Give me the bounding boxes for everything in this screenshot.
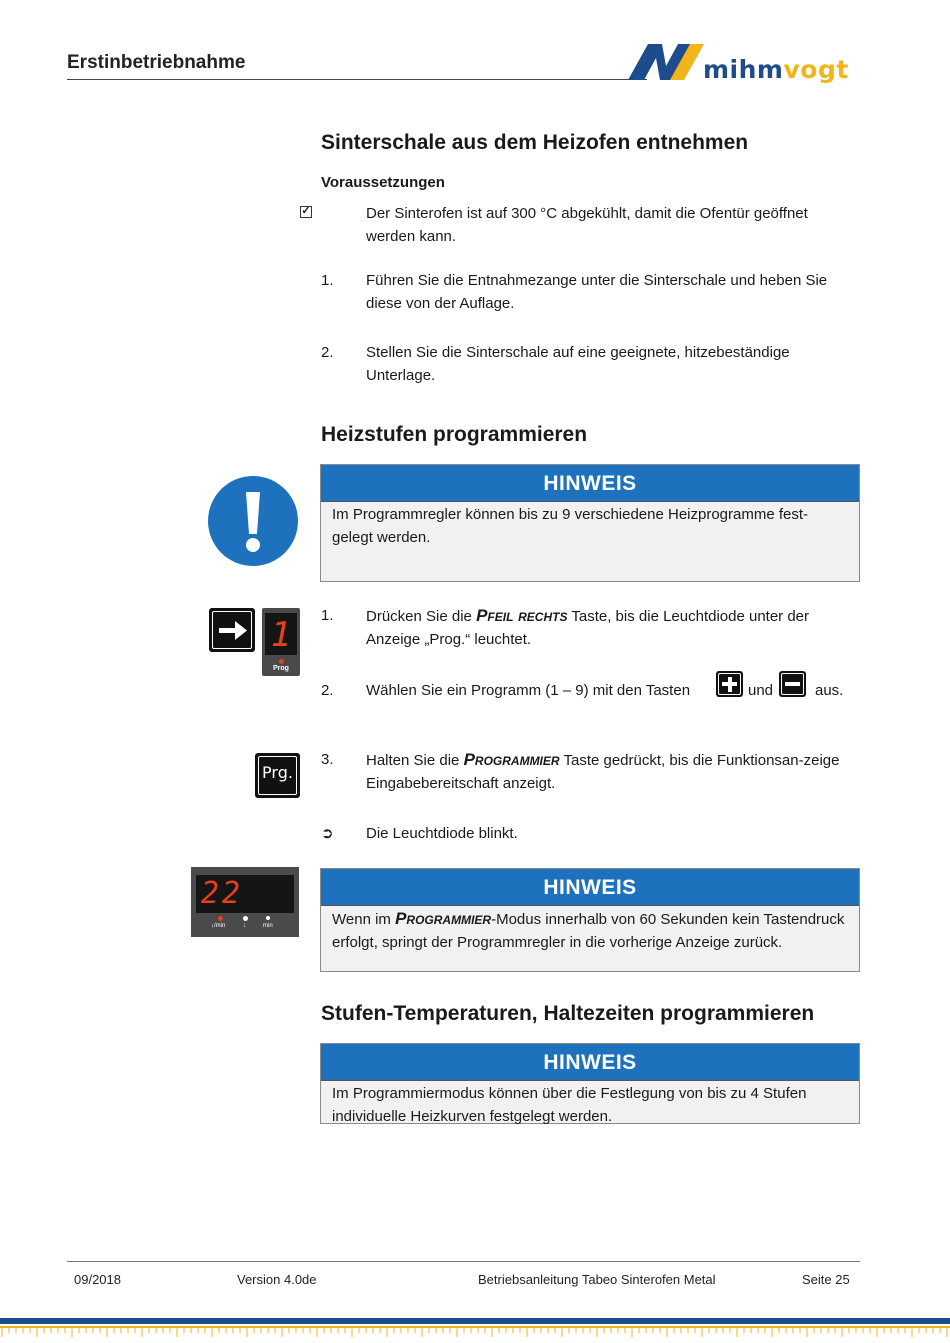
- notice-box: [320, 464, 860, 582]
- key-name-arrow-right: Pfeil rechts: [476, 606, 568, 625]
- section-title-heating-stages: Heizstufen programmieren: [321, 423, 588, 446]
- footer-date: 09/2018: [74, 1272, 121, 1287]
- step-text: Wählen Sie ein Programm (1 – 9) mit den Tasten: [366, 682, 691, 699]
- step-number: 2.: [321, 344, 334, 361]
- notice-box: [320, 868, 860, 972]
- page-header-title: Erstinbetriebnahme: [67, 52, 246, 73]
- step-number: 3.: [321, 751, 334, 768]
- step-text: Drücken Sie die Pfeil rechts Taste, bis die Leuchtdiode unter der Anzeige „Prog.“ leuchtet.: [366, 606, 810, 648]
- notice-box: [320, 1043, 860, 1124]
- step-number: 1.: [321, 272, 334, 289]
- section-title-remove-tray: Sinterschale aus dem Heizofen entnehmen: [321, 131, 749, 154]
- footer-version: Version 4.0de: [237, 1272, 317, 1287]
- step-number: 2.: [321, 682, 334, 699]
- and-word: und: [748, 682, 774, 699]
- footer-document-title: Betriebsanleitung Tabeo Sinterofen Metal: [478, 1272, 716, 1287]
- notice-heading: HINWEIS: [321, 1044, 859, 1081]
- result-arrow-icon: ➲: [321, 825, 334, 842]
- led-indicator-white: [243, 916, 248, 921]
- notice-text: Im Programmregler können bis zu 9 verschiedene Heizprogramme fest-gelegt werden.: [332, 506, 809, 546]
- program-display-panel: [262, 608, 300, 676]
- step-text: Halten Sie die Programmier Taste gedrückt, bis die Funktionsan-zeige Eingabebereitschaft anzeigt.: [366, 750, 840, 792]
- logo-wordmark: mihmvogt: [703, 55, 849, 84]
- header-rule: [67, 79, 647, 80]
- program-key-icon: [255, 753, 300, 798]
- notice-text: Wenn im Programmier-Modus innerhalb von 60 Sekunden kein Tastendruck erfolgt, springt der Programmregler in die vorherige Anzeige zurück.: [332, 909, 845, 951]
- result-text: Die Leuchtdiode blinkt.: [366, 825, 518, 842]
- footer-blue-band: [0, 1318, 950, 1324]
- key-name-programmier: Programmier: [463, 750, 560, 769]
- controller-display-panel: [191, 867, 299, 937]
- down-label: ↓: [243, 923, 246, 929]
- arrow-right-key-icon: [209, 608, 255, 652]
- key-name-programmier: Programmier: [395, 909, 492, 928]
- step-text: Führen Sie die Entnahmezange unter die Sinterschale und heben Sie diese von der Auflage.: [366, 272, 828, 312]
- notice-heading: HINWEIS: [321, 869, 859, 906]
- footer-page-number: Seite 25: [802, 1272, 850, 1287]
- notice-text: Im Programmiermodus können über die Festlegung von bis zu 4 Stufen individuelle Heizkurven festgelegt werden.: [332, 1085, 807, 1125]
- prog-label: Prog: [273, 665, 289, 672]
- step-text: Stellen Sie die Sinterschale auf eine geeignete, hitzebeständige Unterlage.: [366, 344, 790, 384]
- controller-display-digits: 22: [201, 876, 244, 911]
- led-indicator-white: [266, 916, 270, 920]
- notice-heading: HINWEIS: [321, 465, 859, 502]
- program-display-digit: 1: [270, 615, 292, 655]
- prerequisite-text: Der Sinterofen ist auf 300 °C abgekühlt, damit die Ofentür geöffnet werden kann.: [366, 205, 808, 245]
- plus-key-icon: [716, 671, 743, 697]
- exclamation-warning-icon: [208, 476, 298, 566]
- footer-ruler-strip: [0, 1326, 950, 1343]
- led-indicator: [279, 659, 284, 664]
- prg-key-label: Prg.: [262, 763, 293, 782]
- step-number: 1.: [321, 607, 334, 624]
- section-title-stage-temperatures: Stufen-Temperaturen, Haltezeiten programmieren: [321, 1002, 815, 1025]
- rate-label: ↓/min: [211, 923, 226, 929]
- led-indicator-red: [218, 916, 223, 921]
- min-label: min: [263, 923, 273, 929]
- footer-rule: [67, 1261, 860, 1262]
- prerequisites-label: Voraussetzungen: [321, 174, 445, 191]
- checkbox-checked-icon: ✓: [301, 205, 311, 217]
- aus-word: aus.: [815, 682, 844, 699]
- minus-key-icon: [779, 671, 806, 697]
